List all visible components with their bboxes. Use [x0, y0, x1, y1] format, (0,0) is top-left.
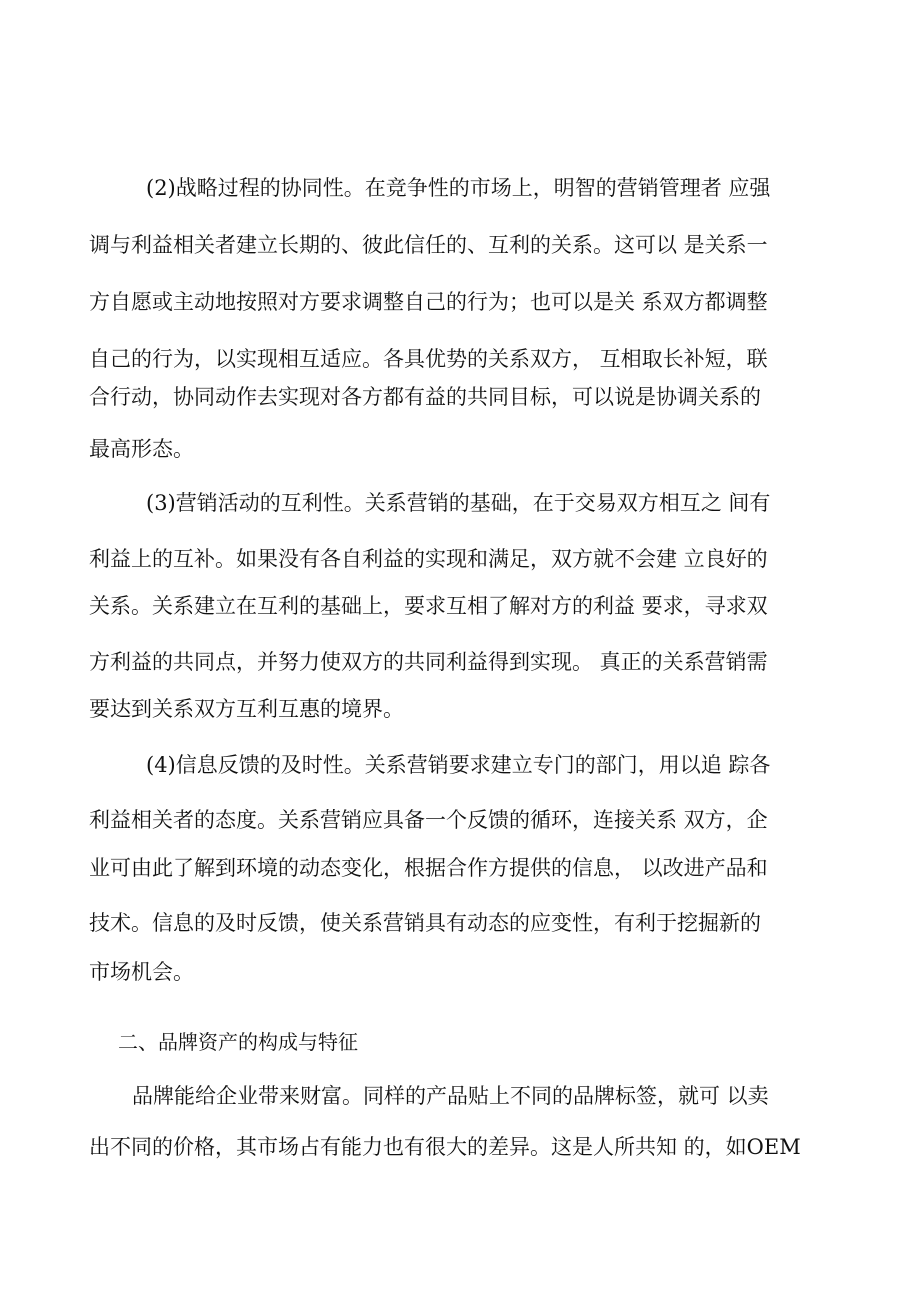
section-heading: 二、品牌资产的构成与特征 — [118, 1030, 358, 1054]
paragraph-3-line-3: 业可由此了解到环境的动态变化，根据合作方提供的信息， 以改进产品和 — [89, 856, 768, 880]
paragraph-1-line-6: 最高形态。 — [89, 437, 194, 461]
paragraph-2-line-2: 利益上的互补。如果没有各自利益的实现和满足，双方就不会建 立良好的 — [89, 547, 768, 571]
paragraph-3-line-1: (4)信息反馈的及时性。关系营销要求建立专门的部门，用以追 踪各 — [146, 753, 771, 777]
paragraph-1-line-4: 自己的行为，以实现相互适应。各具优势的关系双方， 互相取长补短，联 — [89, 347, 768, 371]
paragraph-3-line-5: 市场机会。 — [89, 960, 194, 984]
paragraph-3-line-2: 利益相关者的态度。关系营销应具备一个反馈的循环，连接关系 双方，企 — [89, 808, 768, 832]
paragraph-3-line-4: 技术。信息的及时反馈，使关系营销具有动态的应变性，有利于挖掘新的 — [89, 911, 761, 935]
paragraph-1-line-1: (2)战略过程的协同性。在竞争性的市场上，明智的营销管理者 应强 — [146, 176, 771, 200]
paragraph-1-line-5: 合行动，协同动作去实现对各方都有益的共同目标，可以说是协调关系的 — [89, 385, 761, 409]
paragraph-2-line-3: 关系。关系建立在互利的基础上，要求互相了解对方的利益 要求，寻求双 — [89, 594, 768, 618]
paragraph-1-line-2: 调与利益相关者建立长期的、彼此信任的、互利的关系。这可以 是关系一 — [89, 233, 768, 257]
paragraph-2-line-4: 方利益的共同点，并努力使双方的共同利益得到实现。 真正的关系营销需 — [89, 650, 768, 674]
paragraph-2-line-5: 要达到关系双方互利互惠的境界。 — [89, 697, 404, 721]
paragraph-2-line-1: (3)营销活动的互利性。关系营销的基础，在于交易双方相互之 间有 — [146, 491, 771, 515]
paragraph-1-line-3: 方自愿或主动地按照对方要求调整自己的行为；也可以是关 系双方都调整 — [89, 290, 768, 314]
paragraph-4-line-2: 出不同的价格，其市场占有能力也有很大的差异。这是人所共知 的，如OEM — [89, 1135, 801, 1159]
paragraph-4-line-1: 品牌能给企业带来财富。同样的产品贴上不同的品牌标签，就可 以卖 — [132, 1084, 769, 1108]
